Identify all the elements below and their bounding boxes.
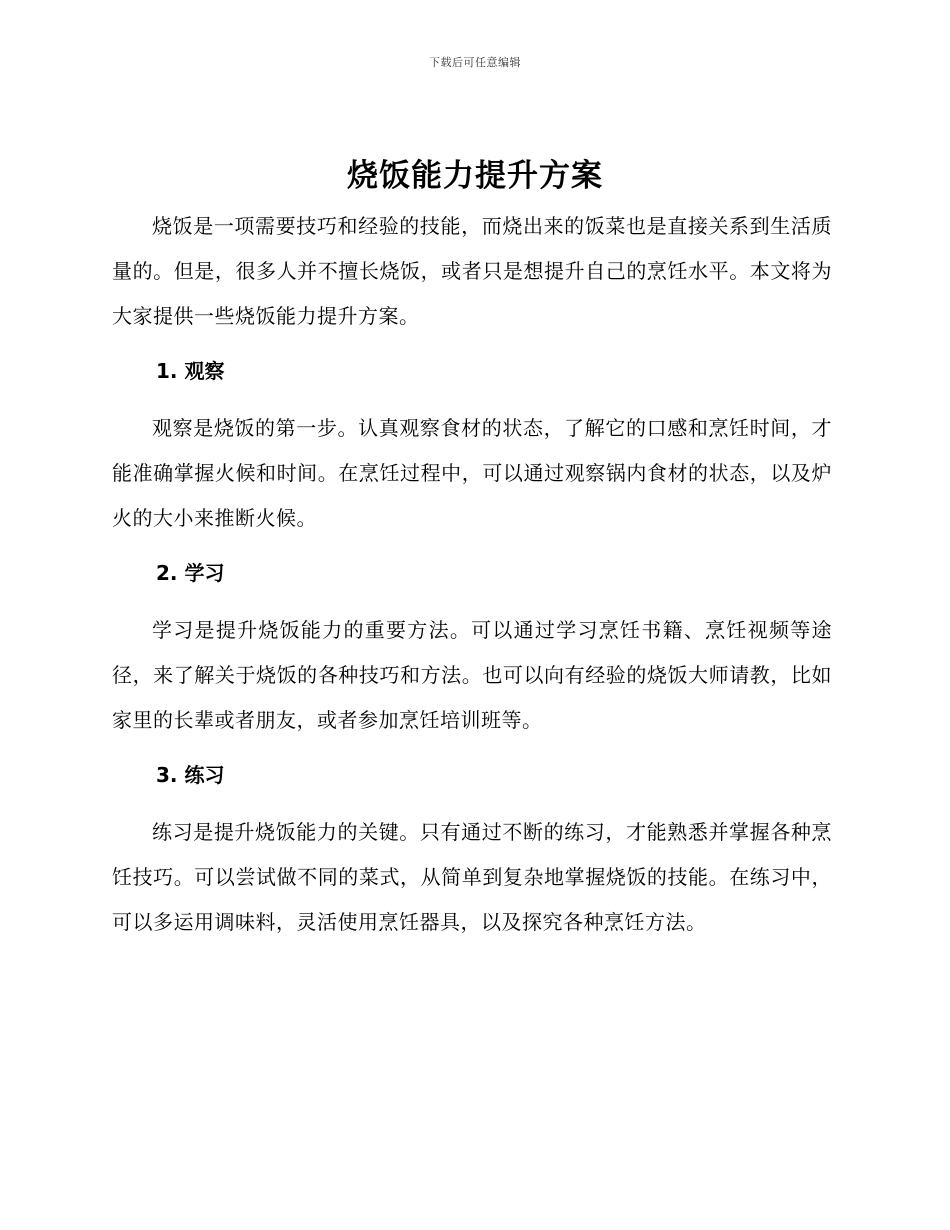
header-note: 下载后可任意编辑 bbox=[429, 56, 521, 69]
section-body-practice: 练习是提升烧饭能力的关键。只有通过不断的练习，才能熟悉并掌握各种烹饪技巧。可以尝试做不同的菜式，从简单到复杂地掌握烧饭的技能。在练习中，可以多运用调味料，灵活使用烹饪器具，以及探究各种烹饪方法。 bbox=[112, 820, 832, 934]
document-body bbox=[112, 204, 832, 945]
section-body-learn: 学习是提升烧饭能力的重要方法。可以通过学习烹饪书籍、烹饪视频等途径，来了解关于烧饭的各种技巧和方法。也可以向有经验的烧饭大师请教，比如家里的长辈或者朋友，或者参加烹饪培训班等。 bbox=[112, 618, 832, 732]
section-heading-observe: 1. 观察 bbox=[156, 359, 225, 383]
section-body-observe: 观察是烧饭的第一步。认真观察食材的状态，了解它的口感和烹饪时间，才能准确掌握火候和时间。在烹饪过程中，可以通过观察锅内食材的状态，以及炉火的大小来推断火候。 bbox=[112, 416, 832, 530]
document-title: 烧饭能力提升方案 bbox=[347, 158, 603, 194]
intro-paragraph: 烧饭是一项需要技巧和经验的技能，而烧出来的饭菜也是直接关系到生活质量的。但是，很多人并不擅长烧饭，或者只是想提升自己的烹饪水平。本文将为大家提供一些烧饭能力提升方案。 bbox=[112, 214, 832, 328]
section-heading-learn: 2. 学习 bbox=[156, 561, 225, 585]
section-heading-practice: 3. 练习 bbox=[156, 763, 225, 787]
